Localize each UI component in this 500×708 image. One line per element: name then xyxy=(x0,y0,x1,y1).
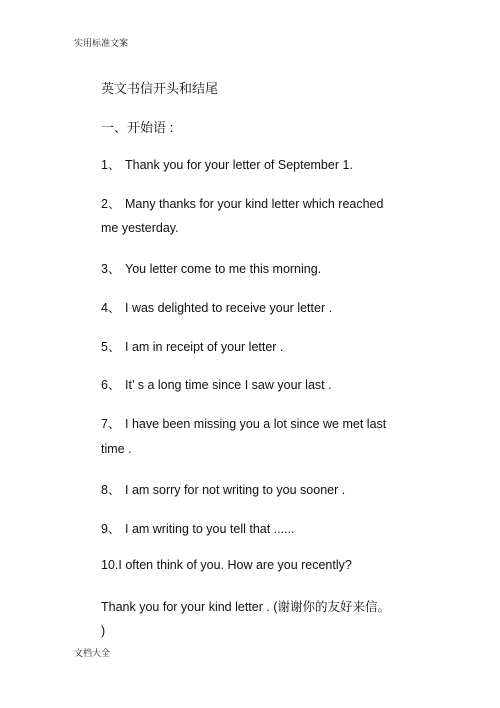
item-number: 7、 xyxy=(101,417,121,431)
item-number: 8、 xyxy=(101,483,121,497)
item-number: 4、 xyxy=(101,301,121,315)
page-footer: 文档大全 xyxy=(74,649,111,659)
item-text: Thank you for your letter of September 1. xyxy=(125,158,353,172)
item-text: me yesterday. xyxy=(101,221,179,235)
item-text: 10.I often think of you. How are you recently? xyxy=(101,558,352,572)
document-title: 英文书信开头和结尾 xyxy=(101,81,219,96)
item-number: 2、 xyxy=(101,197,121,211)
list-item xyxy=(101,375,401,393)
item-text: I am sorry for not writing to you sooner . xyxy=(125,483,346,497)
list-item-continuation xyxy=(101,221,401,235)
list-item xyxy=(101,298,401,316)
item-text: I was delighted to receive your letter . xyxy=(125,301,333,315)
item-text: time . xyxy=(101,442,132,456)
item-text: Many thanks for your kind letter which reached xyxy=(125,197,384,211)
list-item xyxy=(101,155,401,173)
paragraph-text: ) xyxy=(101,624,106,638)
paragraph-line xyxy=(101,597,401,615)
list-item xyxy=(101,259,401,277)
list-item xyxy=(101,519,401,537)
item-text: You letter come to me this morning. xyxy=(125,262,322,276)
list-item xyxy=(101,558,401,572)
item-number: 3、 xyxy=(101,262,121,276)
page-header: 实用标准文案 xyxy=(74,39,129,49)
item-number: 1、 xyxy=(101,158,121,172)
item-number: 6、 xyxy=(101,378,121,392)
list-item-continuation xyxy=(101,442,401,456)
item-text: I am in receipt of your letter . xyxy=(125,340,284,354)
list-item xyxy=(101,414,401,432)
paragraph-line-continuation xyxy=(101,624,401,638)
item-text: I am writing to you tell that ...... xyxy=(125,522,295,536)
item-number: 5、 xyxy=(101,340,121,354)
item-text: I have been missing you a lot since we met last xyxy=(125,417,387,431)
list-item xyxy=(101,337,401,355)
item-text: It’ s a long time since I saw your last . xyxy=(125,378,332,392)
list-item xyxy=(101,480,401,498)
list-item xyxy=(101,194,401,212)
item-number: 9、 xyxy=(101,522,121,536)
section-heading: 一、开始语 : xyxy=(101,120,174,135)
paragraph-text: Thank you for your kind letter . (谢谢你的友好来信。 xyxy=(101,600,390,614)
